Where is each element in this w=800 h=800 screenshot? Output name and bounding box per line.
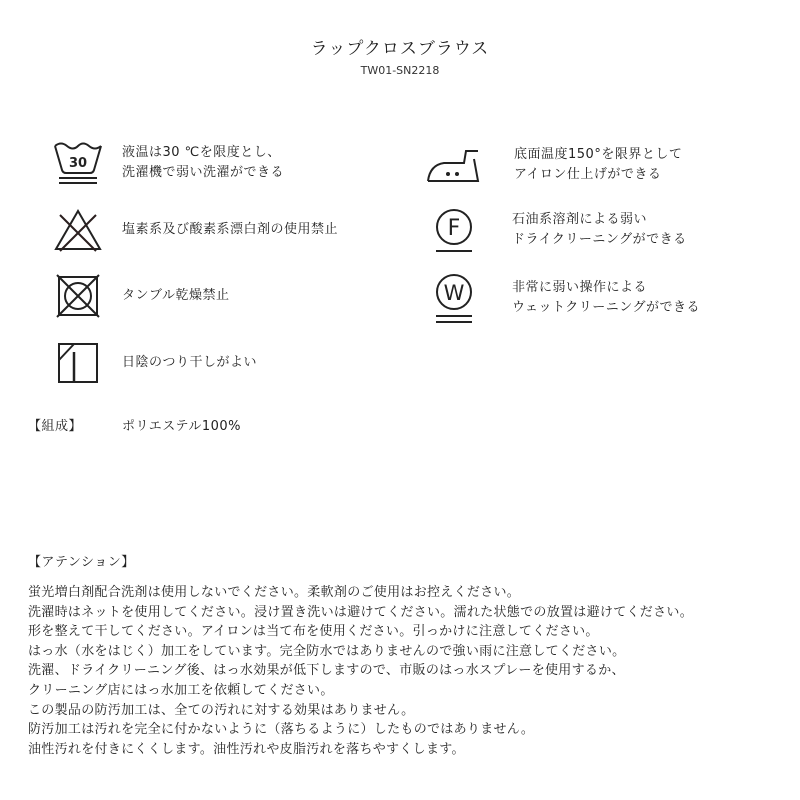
care-text-line: 日陰のつり干しがよい	[122, 355, 258, 370]
care-text-line: アイロン仕上げができる	[514, 167, 662, 182]
composition-value: ポリエステル100%	[122, 419, 241, 434]
care-text-line: 底面温度150°を限界として	[514, 147, 683, 162]
care-text-line: 石油系溶剤による弱い	[512, 212, 648, 227]
attention-line: 洗濯、ドライクリーニング後、はっ水効果が低下しますので、市販のはっ水スプレーを使用するか、	[28, 663, 625, 679]
care-item-wash	[52, 140, 284, 186]
shade-dry-icon	[52, 340, 104, 386]
care-text-line: 塩素系及び酸素系漂白剤の使用禁止	[122, 222, 339, 237]
attention-line: この製品の防汚加工は、全ての汚れに対する効果はありません。	[28, 702, 415, 718]
composition-label: 【組成】	[28, 419, 83, 434]
care-text-line: ドライクリーニングができる	[512, 232, 687, 247]
attention-line: 油性汚れを付きにくくします。油性汚れや皮脂汚れを落ちやすくします。	[28, 741, 465, 757]
care-text-line: タンブル乾燥禁止	[122, 288, 230, 303]
care-text-line: ウェットクリーニングができる	[512, 300, 700, 315]
attention-line: 洗濯時はネットを使用してください。浸け置き洗いは避けてください。濡れた状態での放置は避けてください。	[28, 604, 694, 620]
care-item-tumble	[52, 273, 229, 319]
care-text-line: 液温は30 ℃を限度とし、	[122, 145, 281, 160]
care-item-shade-dry	[52, 340, 257, 386]
product-title: ラップクロスブラウス	[310, 39, 490, 59]
care-item-bleach	[52, 207, 338, 253]
wash-temp-label: 30	[68, 156, 88, 171]
product-code: TW01-SN2218	[360, 64, 440, 77]
attention-line: 防汚加工は汚れを完全に付かないように（落ちるように）したものではありません。	[28, 722, 535, 738]
care-text-line: 非常に弱い操作による	[512, 280, 648, 295]
no-tumble-dry-icon	[52, 273, 104, 319]
attention-line: クリーニング店にはっ水加工を依頼してください。	[28, 682, 334, 698]
care-item-dry-clean	[428, 207, 687, 253]
wet-clean-w-icon	[428, 270, 480, 326]
attention-notes	[28, 583, 788, 759]
attention-line: はっ水（水をはじく）加工をしています。完全防水ではありませんので強い雨に注意してください。	[28, 643, 626, 659]
composition	[28, 415, 241, 434]
iron-150-icon	[424, 145, 484, 185]
attention-line: 蛍光増白剤配合洗剤は使用しないでください。柔軟剤のご使用はお控えください。	[28, 585, 521, 600]
dry-clean-letter: F	[447, 216, 461, 241]
wet-clean-letter: W	[443, 281, 465, 305]
care-text-line: 洗濯機で弱い洗濯ができる	[122, 165, 285, 180]
dry-clean-f-icon	[428, 207, 480, 253]
care-item-wet-clean	[428, 270, 700, 326]
care-item-iron	[424, 145, 682, 185]
attention-heading: 【アテンション】	[28, 555, 135, 570]
attention-line: 形を整えて干してください。アイロンは当て布を使用ください。引っかけに注意してください。	[28, 624, 599, 640]
wash-30-icon	[52, 140, 104, 186]
no-bleach-icon	[52, 207, 104, 253]
